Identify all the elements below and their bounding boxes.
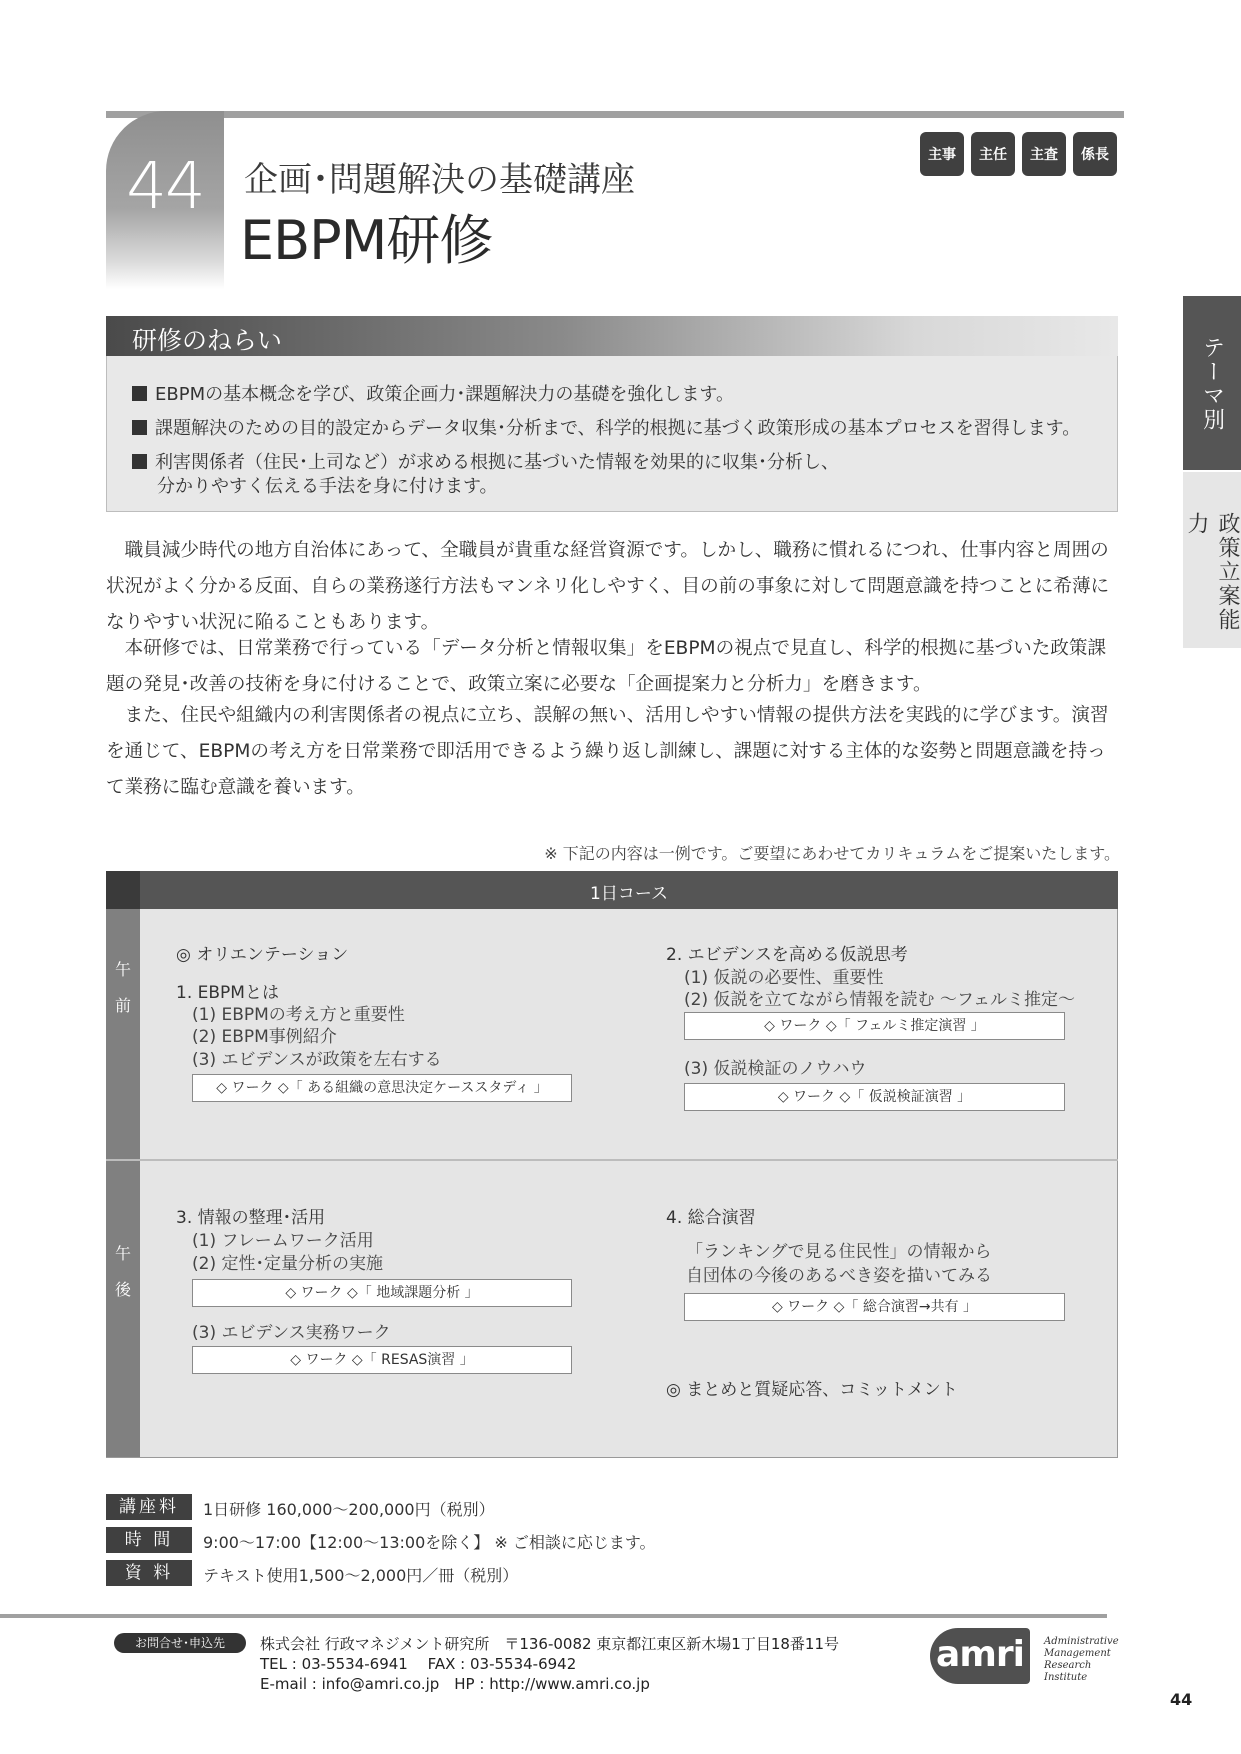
pm-label-cell [106, 1161, 140, 1457]
side-tab-theme[interactable] [1183, 296, 1241, 470]
contact-phone: TEL : 03-5534-6941 FAX : 03-5534-6942 [260, 1655, 577, 1673]
session-description: 「ランキングで見る住民性」の情報から [686, 1242, 992, 1262]
course-number: 44 [126, 150, 204, 224]
bullet-square-icon [132, 386, 147, 401]
am-label: 前 [115, 996, 132, 1015]
fee-label: 講座料 [106, 1494, 192, 1520]
logo-word: Research [1044, 1660, 1092, 1671]
session-item: (1) 仮説の必要性、重要性 [684, 968, 884, 988]
time-label: 時 間 [106, 1527, 192, 1553]
course-subtitle: 企画･問題解決の基礎講座 [244, 160, 635, 200]
bullet-square-icon [132, 454, 147, 469]
session-item: (3) 仮説検証のノウハウ [684, 1059, 867, 1079]
course-title: EBPM研修 [240, 209, 493, 272]
side-tab-label: 政策立案能力 [1184, 512, 1240, 632]
level-badge: 主査 [1022, 132, 1066, 176]
amri-logo: amri [930, 1628, 1030, 1684]
session-heading: 3. 情報の整理･活用 [176, 1208, 326, 1228]
session-heading: 1. EBPMとは [176, 983, 279, 1003]
level-badge: 主事 [920, 132, 964, 176]
pm-label: 午 [115, 1244, 132, 1263]
aim-title: 研修のねらい [132, 326, 283, 355]
logo-word: Institute [1044, 1672, 1088, 1683]
session-heading: 2. エビデンスを高める仮説思考 [666, 945, 908, 965]
aim-item: 課題解決のための目的設定からデータ収集･分析まで、科学的根拠に基づく政策形成の基本プロセスを習得します。 [132, 414, 1080, 440]
am-label-cell [106, 909, 140, 1159]
session-item: (2) EBPM事例紹介 [192, 1027, 337, 1047]
session-item: (3) エビデンスが政策を左右する [192, 1050, 442, 1070]
course-label: 1日コース [590, 884, 668, 904]
curriculum-header-corner [106, 871, 140, 909]
work-box: ◇ ワーク ◇「 RESAS演習 」 [192, 1346, 572, 1374]
footer-rule [0, 1614, 1107, 1618]
session-item: (1) EBPMの考え方と重要性 [192, 1005, 405, 1025]
work-box: ◇ ワーク ◇「 総合演習→共有 」 [684, 1293, 1065, 1321]
orientation-item: ◎ オリエンテーション [176, 945, 349, 965]
work-box: ◇ ワーク ◇「 ある組織の意思決定ケーススタディ 」 [192, 1074, 572, 1102]
material-label: 資 料 [106, 1560, 192, 1586]
curriculum-note: ※ 下記の内容は一例です。ご要望にあわせてカリキュラムをご提案いたします。 [544, 844, 1120, 863]
material-value: テキスト使用1,500～2,000円／冊（税別） [203, 1566, 519, 1585]
pm-label: 後 [115, 1280, 132, 1299]
bullet-square-icon [132, 420, 147, 435]
logo-word: Administrative [1044, 1636, 1119, 1647]
work-box: ◇ ワーク ◇「 地域課題分析 」 [192, 1279, 572, 1307]
work-box: ◇ ワーク ◇「 フェルミ推定演習 」 [684, 1012, 1065, 1040]
session-item: (1) フレームワーク活用 [192, 1231, 374, 1251]
session-item: (2) 仮説を立てながら情報を読む ～フェルミ推定～ [684, 990, 1076, 1010]
body-paragraph: 本研修では、日常業務で行っている「データ分析と情報収集」をEBPMの視点で見直し、科学的根拠に基づいた政策課題の発見･改善の技術を身に付けることで、政策立案に必要な「企画提案力と分析力」を磨きます。 [106, 638, 1107, 695]
level-badge: 係長 [1073, 132, 1117, 176]
session-description: 自団体の今後のあるべき姿を描いてみる [686, 1266, 992, 1286]
fee-value: 1日研修 160,000～200,000円（税別） [203, 1500, 495, 1519]
side-tab-policy[interactable] [1183, 472, 1241, 648]
side-tab-label: テーマ別 [1199, 336, 1225, 432]
header-rule [106, 111, 1124, 118]
session-heading: 4. 総合演習 [666, 1208, 756, 1228]
time-value: 9:00～17:00【12:00～13:00を除く】 ※ ご相談に応じます。 [203, 1533, 656, 1552]
aim-item: EBPMの基本概念を学び、政策企画力･課題解決力の基礎を強化します。 [132, 380, 734, 406]
session-item: (3) エビデンス実務ワーク [192, 1323, 391, 1343]
session-item: (2) 定性･定量分析の実施 [192, 1254, 383, 1274]
level-badge: 主任 [971, 132, 1015, 176]
work-box: ◇ ワーク ◇「 仮説検証演習 」 [684, 1083, 1065, 1111]
row-divider [106, 1159, 1118, 1161]
contact-badge: お問合せ･申込先 [114, 1633, 246, 1653]
aim-item-continuation: 分かりやすく伝える手法を身に付けます。 [157, 476, 498, 497]
body-paragraph: 職員減少時代の地方自治体にあって、全職員が貴重な経営資源です。しかし、職務に慣れるにつれ、仕事内容と周囲の状況がよく分かる反面、自らの業務遂行方法もマンネリ化しやすく、目の前の事象に対して問題意識を持つことに希薄になりやすい状況に陥ることもあります。 [106, 540, 1110, 633]
aim-item: 利害関係者（住民･上司など）が求める根拠に基づいた情報を効果的に収集･分析し、 [132, 448, 839, 474]
contact-address: 株式会社 行政マネジメント研究所 〒136-0082 東京都江東区新木場1丁目18番11号 [260, 1635, 840, 1653]
contact-email-web[interactable]: E-mail : info@amri.co.jp HP : http://www.amri.co.jp [260, 1675, 650, 1693]
am-label: 午 [115, 960, 132, 979]
page-number: 44 [1170, 1690, 1193, 1709]
closing-item: ◎ まとめと質疑応答、コミットメント [666, 1380, 958, 1400]
body-paragraph: また、住民や組織内の利害関係者の視点に立ち、誤解の無い、活用しやすい情報の提供方法を実践的に学びます。演習を通じて、EBPMの考え方を日常業務で即活用できるよう繰り返し訓練し、課題に対する主体的な姿勢と問題意識を持って業務に臨む意識を養います。 [106, 705, 1109, 798]
logo-word: Management [1044, 1648, 1111, 1659]
